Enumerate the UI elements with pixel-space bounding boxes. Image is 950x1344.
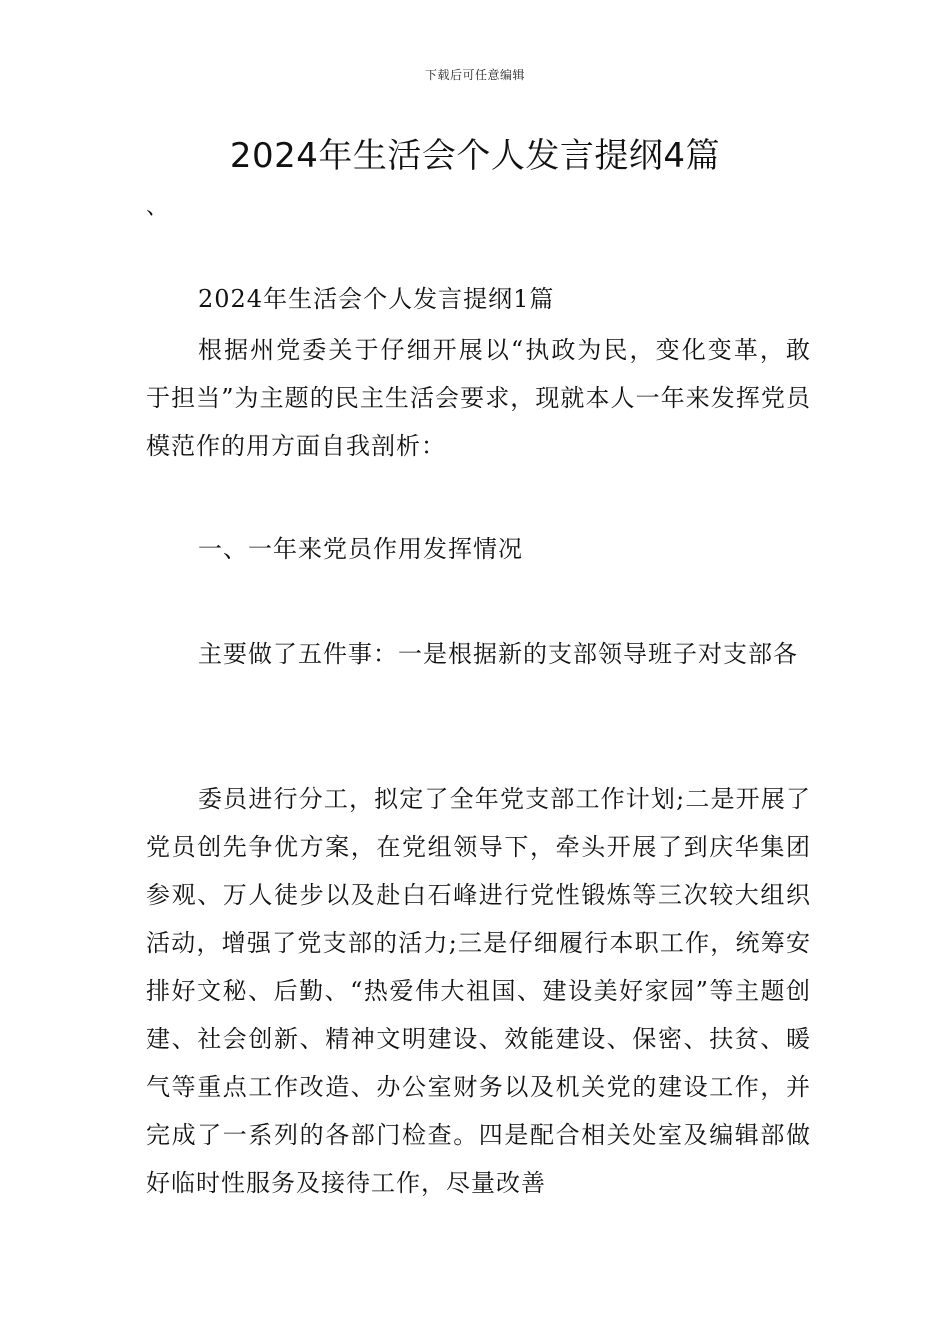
- body-paragraph: 委员进行分工，拟定了全年党支部工作计划;二是开展了党员创先争优方案，在党组领导下，牵头开展了到庆华集团参观、万人徒步以及赴白石峰进行党性锻炼等三次较大组织活动，增强了党支部的活力;三是仔细履行本职工作，统筹安排好文秘、后勤、“热爱伟大祖国、建设美好家园”等主题创建、社会创新、精神文明建设、效能建设、保密、扶贫、暖气等重点工作改造、办公室财务以及机关党的建设工作，并完成了一系列的各部门检查。四是配合相关处室及编辑部做好临时性服务及接待工作，尽量改善: [146, 785, 811, 1197]
- document-title: 2024年生活会个人发言提纲4篇: [229, 136, 721, 176]
- intro-paragraph: 根据州党委关于仔细开展以“执政为民，变化变革，敢于担当”为主题的民主生活会要求，现就本人一年来发挥党员模范作的用方面自我剖析：: [146, 336, 811, 460]
- section-heading: 一、一年来党员作用发挥情况: [198, 535, 523, 563]
- header-note: 下载后可任意编辑: [424, 68, 525, 82]
- punctuation-mark: 、: [146, 195, 169, 220]
- subtitle-paragraph: 2024年生活会个人发言提纲1篇: [198, 285, 555, 313]
- main-paragraph: 主要做了五件事：一是根据新的支部领导班子对支部各: [198, 640, 798, 668]
